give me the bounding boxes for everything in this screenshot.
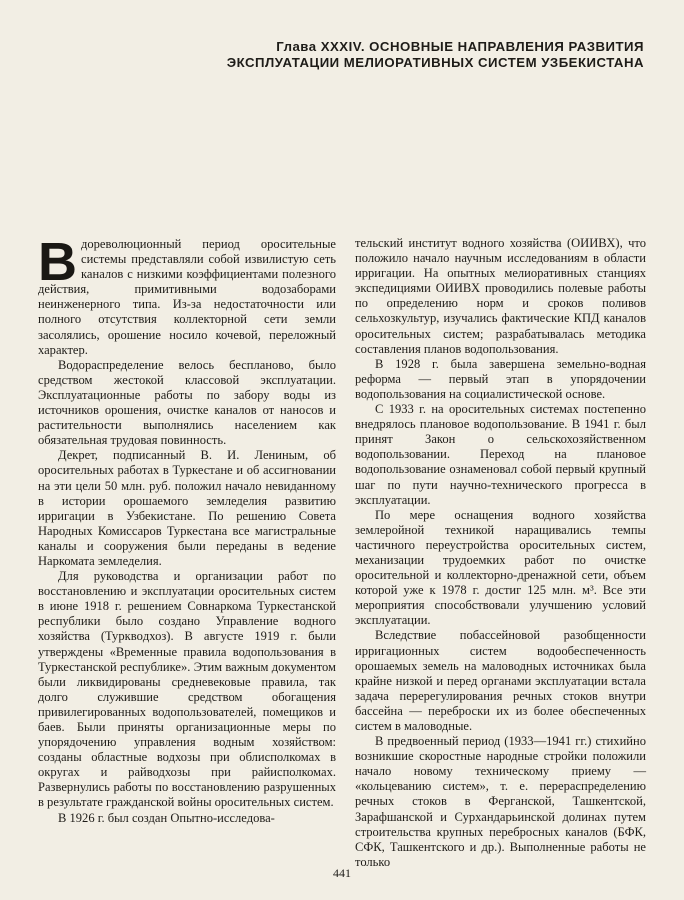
paragraph: В 1928 г. была завершена земельно-водная реформа — первый этап в упорядочении водопользования на социалистической основе. (355, 356, 646, 401)
paragraph: По мере оснащения водного хозяйства землеройной техникой наращивались темпы частичного переустройства оросительных систем, механизации трудоемких работ по очистке оросительной и коллекторно-дренажной сети, объем которой уже к 1978 г. достиг 125 млн. м³. Все эти мероприятия способствовали улучшению условий эксплуатации. (355, 507, 646, 628)
paragraph: Декрет, подписанный В. И. Лениным, об оросительных работах в Туркестане и об ассигновании на эти цели 50 млн. руб. положил начало невиданному в истории орошаемого земледелия развитию ирригации в Узбекистане. По решению Совета Народных Комиссаров Туркестана все магистральные каналы и сооружения были переданы в ведение Наркомата земледелия. (38, 448, 336, 568)
paragraph: Вследствие побассейновой разобщенности ирригационных систем водообеспеченность орошаемых земель на маловодных источниках была крайне низкой и перед органами эксплуатации встала задача перерегулирования речных стоков внутри бассейна — переброски их из более обеспеченных систем в маловодные. (355, 628, 646, 733)
chapter-title-line-1: Глава XXXIV. ОСНОВНЫЕ НАПРАВЛЕНИЯ РАЗВИТИЯ (276, 39, 644, 54)
paragraph: В 1926 г. был создан Опытно-исследова- (58, 810, 275, 825)
text-column-left (38, 232, 336, 826)
paragraph-text: дореволюционный период оросительные системы представляли собой извилистую сеть каналов с низкими коэффициентами полезного действия, примитивными водозаборами неинженерного типа. Из-за недостаточности или полного отсутствия коллекторной сети земли засолялись, орошение носило кочевой, переложный характер. (38, 237, 336, 357)
paragraph (38, 232, 336, 358)
paragraph: С 1933 г. на оросительных системах постепенно внедрялось плановое водопользование. В 1941 г. был принят Закон о сельскохозяйственном водопользовании. Переход на плановое водопользование ознаменовал собой первый крупный шаг по пути научно-технического прогресса в эксплуатации. (355, 402, 646, 507)
paragraph: В предвоенный период (1933—1941 гг.) стихийно возникшие скоростные народные стройки положили начало новому техническому приему — «кольцеванию систем», т. е. перераспределению речных стоков в Ферганской, Ташкентской, Зарафшанской и Сурхандарьинской долинах путем строительства крупных перебросных каналов (БФК, СФК, Ташкентского и др.). Выполненные работы не только (355, 734, 646, 869)
text-column-right (355, 236, 646, 870)
paragraph: Водораспределение велось бесплановo, было средством жестокой классовой эксплуатации. Эксплуатационные работы по забору воды из источников орошения, очистке каналов от наносов и растительности выполнялись населением как обязательная трудовая повинность. (38, 357, 336, 448)
drop-cap: В (38, 232, 77, 292)
chapter-heading (44, 39, 644, 71)
paragraph: тельский институт водного хозяйства (ОИИВХ), что положило начало научным исследованиям в области ирригации. На опытных мелиоративных станциях экспедициями ОИИВХ проводились полевые работы по определению норм и сроков поливов сельхозкультур, изучались фактические КПД каналов оросительных систем; разрабатывалась методика составления планов водопользования. (355, 236, 646, 356)
paragraph: Для руководства и организации работ по восстановлению и эксплуатации оросительных систем в июне 1918 г. решением Совнаркома Туркестанской республики было создано Управление водного хозяйства (Турквoдхоз). В августе 1919 г. были утверждены «Временные правила водопользования в Туркестанской республике». Этим важным документом были ликвидированы средневековые правила, так долго служившие средством обогащения привилегированных водопользователей, помещиков и баев. Были приняты организационные меры по упорядочению управления водным хозяйством: созданы областные водхозы при облисполкомах в округах и райводхозы при райисполкомах. Развернулись работы по восстановлению разрушенных в результате гражданской войны оросительных систем. (38, 569, 336, 810)
chapter-title-line-2: ЭКСПЛУАТАЦИИ МЕЛИОРАТИВНЫХ СИСТЕМ УЗБЕКИСТАНА (226, 55, 644, 70)
page-number: 441 (333, 866, 351, 880)
